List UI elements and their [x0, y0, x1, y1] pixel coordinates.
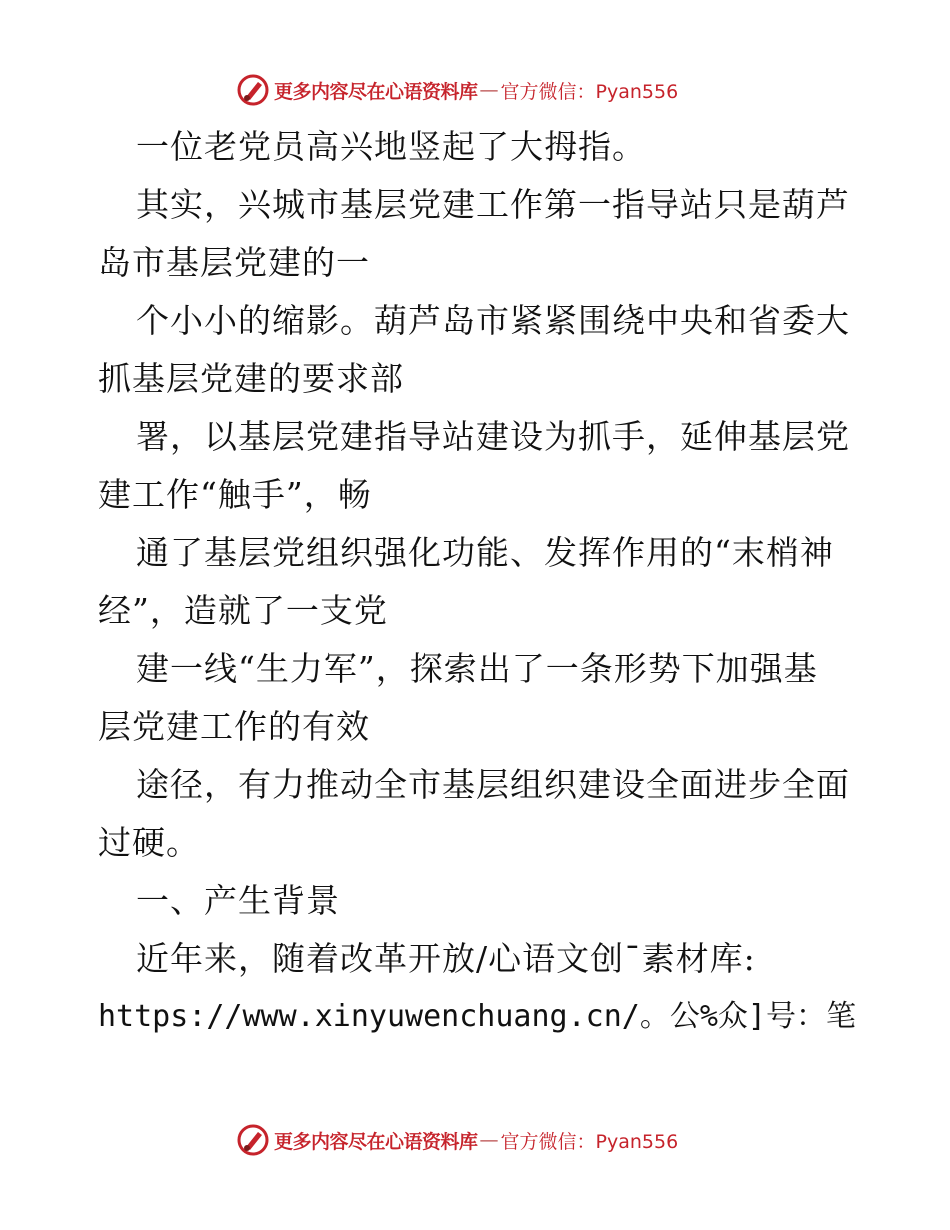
paragraph-line: 经”，造就了一支党 — [98, 591, 388, 630]
paragraph-line: 过硬。 — [98, 823, 200, 862]
paragraph-line: 层党建工作的有效 — [98, 707, 370, 746]
banner-contact: 官方微信：Pyan556 — [500, 80, 679, 103]
banner-separator: — — [479, 79, 499, 101]
section-heading: 一、产生背景 — [136, 881, 340, 920]
paragraph-line: 个小小的缩影。葫芦岛市紧紧围绕中央和省委大 — [136, 301, 850, 340]
url-line: https://www.xinyuwenchuang.cn/。公%众]号：笔 — [98, 999, 856, 1034]
paragraph-line: 建一线“生力军”，探索出了一条形势下加强基 — [136, 649, 818, 688]
footer-banner — [236, 1120, 678, 1160]
paragraph-line: 通了基层党组织强化功能、发挥作用的“末梢神 — [136, 533, 834, 572]
banner-contact: 官方微信：Pyan556 — [500, 1130, 679, 1153]
header-banner — [236, 70, 678, 110]
paragraph-line: 一位老党员高兴地竖起了大拇指。 — [136, 127, 646, 166]
brush-logo-icon — [236, 1123, 270, 1157]
banner-text: 更多内容尽在心语资料库 — [274, 80, 478, 103]
paragraph-line: 其实，兴城市基层党建工作第一指导站只是葫芦 — [136, 185, 850, 224]
paragraph-line: 署，以基层党建指导站建设为抓手，延伸基层党 — [136, 417, 850, 456]
paragraph-line: 近年来，随着改革开放/心语文创¯素材库: — [136, 939, 756, 978]
paragraph-line: 建工作“触手”，畅 — [98, 475, 372, 514]
brush-logo-icon — [236, 73, 270, 107]
document-body — [98, 118, 858, 1046]
banner-text: 更多内容尽在心语资料库 — [274, 1130, 478, 1153]
paragraph-line: 岛市基层党建的一 — [98, 243, 370, 282]
banner-separator: — — [479, 1129, 499, 1151]
paragraph-line: 抓基层党建的要求部 — [98, 359, 404, 398]
paragraph-line: 途径，有力推动全市基层组织建设全面进步全面 — [136, 765, 850, 804]
